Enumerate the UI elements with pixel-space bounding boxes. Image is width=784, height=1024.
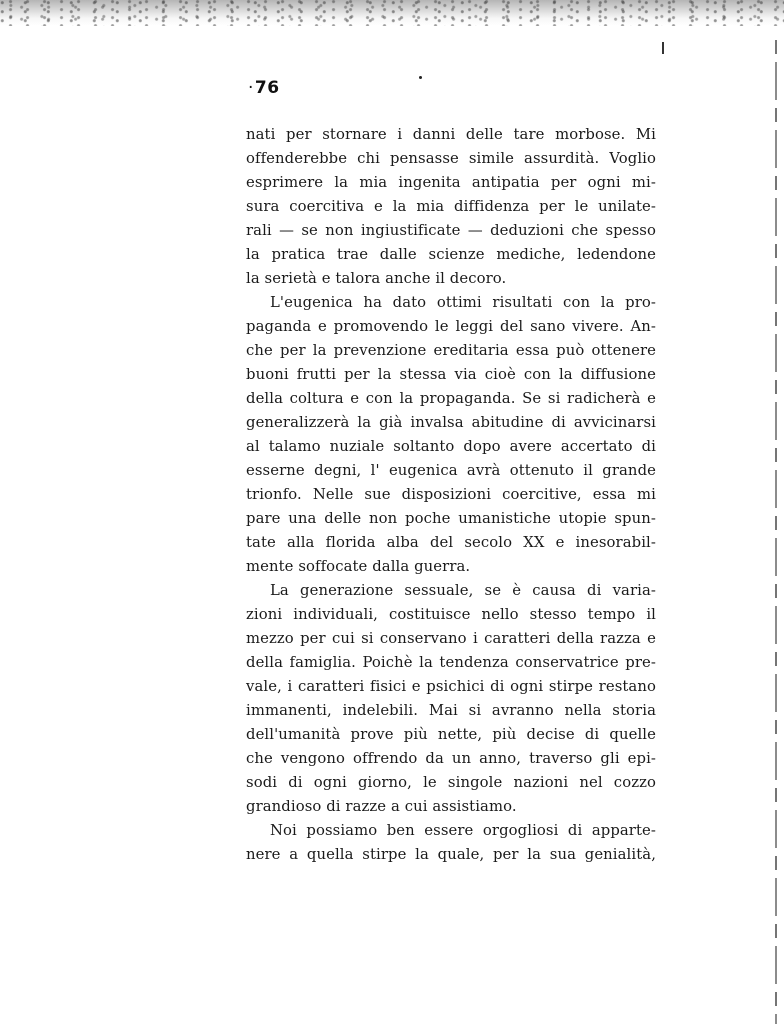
page-number: ·76 — [248, 78, 280, 98]
text-line: al talamo nuziale soltanto dopo avere accertato di — [246, 438, 656, 455]
text-line: pare una delle non poche umanistiche utopie spun- — [246, 510, 656, 527]
text-line: sura coercitiva e la mia diffidenza per le unilate- — [246, 198, 656, 215]
text-line: dell'umanità prove più nette, più decise di quelle — [246, 726, 656, 743]
text-line: grandioso di razze a cui assistiamo. — [246, 798, 517, 815]
text-line: nati per stornare i danni delle tare morbose. Mi — [246, 126, 656, 143]
body-text — [246, 123, 656, 867]
text-line: sodi di ogni giorno, le singole nazioni nel cozzo — [246, 774, 656, 791]
text-line: esprimere la mia ingenita antipatia per ogni mi- — [246, 174, 656, 191]
scan-dot — [419, 76, 422, 79]
text-line: Noi possiamo ben essere orgogliosi di apparte- — [270, 822, 656, 839]
text-line: buoni frutti per la stessa via cioè con la diffusione — [246, 366, 656, 383]
text-line: nere a quella stirpe la quale, per la sua genialità, — [246, 846, 656, 863]
text-line: rali — se non ingiustificate — deduzioni che spesso — [246, 222, 656, 239]
text-line: vale, i caratteri fisici e psichici di ogni stirpe restano — [246, 678, 656, 695]
text-line: paganda e promovendo le leggi del sano vivere. An- — [246, 318, 656, 335]
scan-mark — [662, 42, 664, 54]
text-line: immanenti, indelebili. Mai si avranno nella storia — [246, 702, 656, 719]
scan-edge-top — [0, 0, 784, 26]
text-line: generalizzerà la già invalsa abitudine di avvicinarsi — [246, 414, 656, 431]
text-line: L'eugenica ha dato ottimi risultati con la pro- — [270, 294, 656, 311]
text-line: mente soffocate dalla guerra. — [246, 558, 471, 575]
text-line: offenderebbe chi pensasse simile assurdità. Voglio — [246, 150, 656, 167]
page-number-value: 76 — [254, 78, 280, 98]
text-line: esserne degni, l' eugenica avrà ottenuto il grande — [246, 462, 656, 479]
text-line: zioni individuali, costituisce nello stesso tempo il — [246, 606, 656, 623]
text-line: la serietà e talora anche il decoro. — [246, 270, 507, 287]
text-line: che vengono offrendo da un anno, traverso gli epi- — [246, 750, 656, 767]
scan-edge-right — [775, 40, 777, 1024]
text-line: la pratica trae dalle scienze mediche, ledendone — [246, 246, 656, 263]
text-line: mezzo per cui si conservano i caratteri della razza e — [246, 630, 656, 647]
text-line: tate alla florida alba del secolo XX e inesorabil- — [246, 534, 656, 551]
text-line: della coltura e con la propaganda. Se si radicherà e — [246, 390, 656, 407]
text-line: trionfo. Nelle sue disposizioni coercitive, essa mi — [246, 486, 656, 503]
text-line: che per la prevenzione ereditaria essa può ottenere — [246, 342, 656, 359]
text-line: della famiglia. Poichè la tendenza conservatrice pre- — [246, 654, 656, 671]
text-line: La generazione sessuale, se è causa di varia- — [270, 582, 656, 599]
